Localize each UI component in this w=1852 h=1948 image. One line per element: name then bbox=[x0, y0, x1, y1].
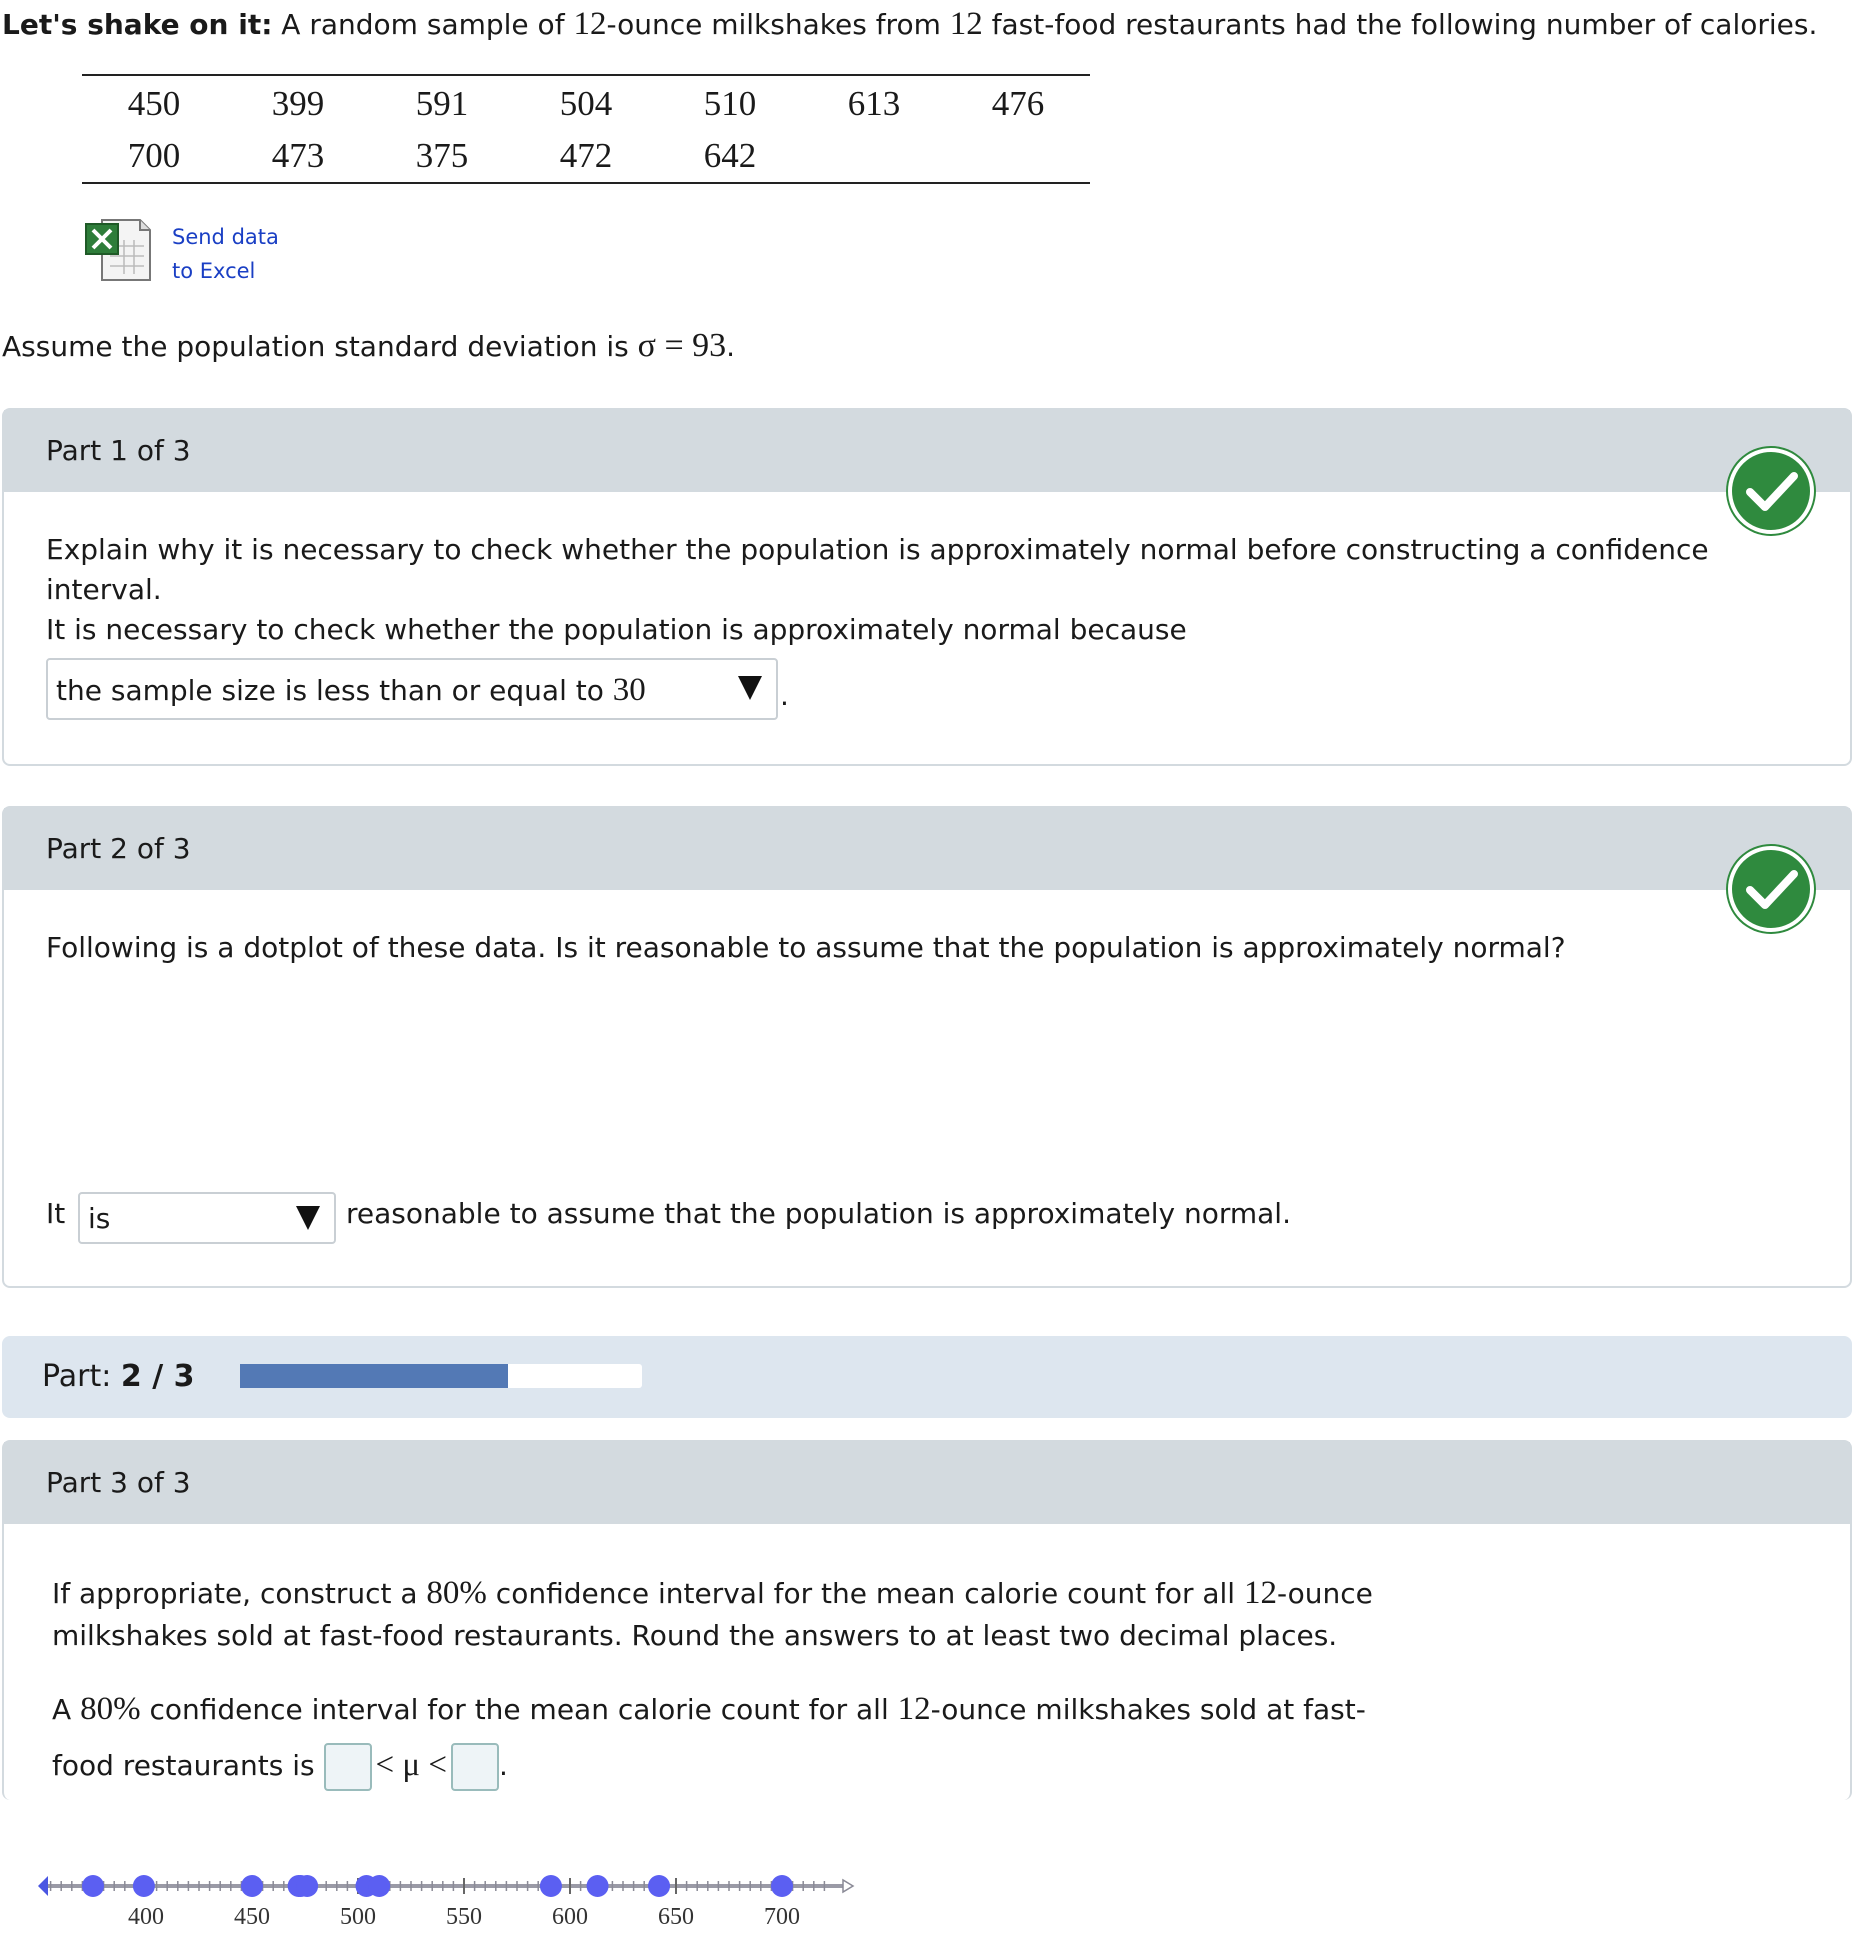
answer-text: food restaurants is bbox=[52, 1749, 324, 1782]
upper-bound-input[interactable] bbox=[451, 1743, 499, 1791]
progress-panel bbox=[2, 1336, 1852, 1418]
table-cell: 473 bbox=[271, 136, 325, 175]
axis-tick-label: 700 bbox=[764, 1904, 800, 1930]
progress-text: Part: bbox=[42, 1359, 121, 1394]
part-3-header: Part 3 of 3 bbox=[4, 1442, 1850, 1524]
data-point bbox=[133, 1875, 155, 1897]
data-point bbox=[587, 1875, 609, 1897]
problem-intro bbox=[2, 4, 1852, 45]
answer-number: 12 bbox=[897, 1691, 931, 1727]
data-point bbox=[540, 1875, 562, 1897]
table-cell: 504 bbox=[559, 84, 613, 123]
progress-track bbox=[240, 1364, 642, 1388]
data-point bbox=[296, 1875, 318, 1897]
intro-text: A random sample of bbox=[272, 8, 574, 41]
data-point bbox=[368, 1875, 390, 1897]
dropdown-text[interactable]: the sample size is less than or equal to bbox=[56, 674, 613, 707]
answer-text: -ounce milkshakes sold at fast- bbox=[930, 1693, 1366, 1726]
table-cell: 510 bbox=[703, 84, 757, 123]
answer-suffix: reasonable to assume that the population is approximately normal. bbox=[346, 1197, 1291, 1230]
part-2-question: Following is a dotplot of these data. Is it reasonable to assume that the population is approximately normal? bbox=[46, 931, 1566, 964]
dotplot bbox=[44, 1858, 1064, 1948]
dropdown-arrow-icon[interactable] bbox=[738, 676, 762, 700]
progress-fill bbox=[240, 1364, 508, 1388]
sigma-statement bbox=[2, 324, 735, 369]
question-text: confidence interval for the mean calorie count for all bbox=[486, 1577, 1244, 1610]
intro-text: fast-food restaurants had the following number of calories. bbox=[982, 8, 1818, 41]
answer-text: A bbox=[52, 1693, 81, 1726]
axis-tick-label: 400 bbox=[128, 1904, 164, 1930]
progress-value: 2 / 3 bbox=[120, 1359, 195, 1394]
part-1-reason-dropdown[interactable] bbox=[46, 658, 778, 720]
excel-label-line[interactable]: to Excel bbox=[172, 259, 256, 283]
confidence-level: 80% bbox=[80, 1691, 141, 1727]
lower-bound-input[interactable] bbox=[324, 1743, 372, 1791]
table-cell: 700 bbox=[127, 136, 181, 175]
part-2-normality-dropdown[interactable] bbox=[78, 1192, 336, 1244]
table-cell: 450 bbox=[127, 84, 181, 123]
question-line: Explain why it is necessary to check whether the population is approximately normal before constructing a confidence bbox=[46, 533, 1709, 566]
table-cell: 476 bbox=[991, 84, 1045, 123]
part-1-header: Part 1 of 3 bbox=[4, 410, 1850, 492]
progress-label bbox=[42, 1336, 194, 1418]
axis-tick-label: 500 bbox=[340, 1904, 376, 1930]
excel-label-line[interactable]: Send data bbox=[172, 225, 279, 249]
dropdown-arrow-icon[interactable] bbox=[296, 1206, 320, 1230]
question-text: -ounce bbox=[1277, 1577, 1373, 1610]
sigma-period: . bbox=[726, 330, 736, 363]
confidence-level: 80% bbox=[426, 1575, 487, 1611]
part-3-question bbox=[52, 1572, 1373, 1657]
table-cell: 375 bbox=[415, 136, 469, 175]
table-cell: 399 bbox=[271, 84, 325, 123]
data-point bbox=[648, 1875, 670, 1897]
table-cell: 591 bbox=[415, 84, 469, 123]
dropdown-number[interactable]: 30 bbox=[612, 672, 646, 708]
intro-number: 12 bbox=[573, 6, 607, 42]
correct-check-icon bbox=[1728, 846, 1814, 932]
question-line: milkshakes sold at fast-food restaurants. Round the answers to at least two decimal places. bbox=[52, 1619, 1338, 1652]
send-to-excel-link[interactable] bbox=[84, 214, 304, 294]
part-1-question bbox=[46, 530, 1709, 650]
intro-text: -ounce milkshakes from bbox=[606, 8, 950, 41]
axis-tick-label: 650 bbox=[658, 1904, 694, 1930]
axis-tick-label: 450 bbox=[234, 1904, 270, 1930]
sigma-formula: σ = 93 bbox=[637, 327, 727, 364]
axis-tick-label: 550 bbox=[446, 1904, 482, 1930]
part-3-answer bbox=[52, 1688, 1366, 1791]
dropdown-value[interactable] bbox=[56, 660, 646, 721]
table-row bbox=[82, 130, 802, 182]
send-to-excel-label[interactable] bbox=[172, 220, 302, 288]
data-point bbox=[82, 1875, 104, 1897]
answer-prefix: It bbox=[46, 1197, 66, 1230]
data-point bbox=[241, 1875, 263, 1897]
dropdown-value[interactable]: is bbox=[88, 1202, 111, 1235]
axis-right-arrow-icon bbox=[843, 1880, 853, 1892]
question-line: interval. bbox=[46, 573, 162, 606]
question-number: 12 bbox=[1244, 1575, 1277, 1611]
intro-number: 12 bbox=[949, 6, 983, 42]
part-3-panel bbox=[2, 1440, 1852, 1800]
axis-left-arrow-icon bbox=[38, 1876, 48, 1896]
answer-text: confidence interval for the mean calorie count for all bbox=[140, 1693, 898, 1726]
axis-tick-label: 600 bbox=[552, 1904, 588, 1930]
trailing-period: . bbox=[780, 679, 789, 712]
question-prompt: It is necessary to check whether the population is approximately normal because bbox=[46, 613, 1187, 646]
trailing-period: . bbox=[498, 1749, 508, 1782]
part-2-header: Part 2 of 3 bbox=[4, 808, 1850, 890]
mu-inequality: < μ < bbox=[375, 1747, 447, 1783]
data-table bbox=[82, 74, 1090, 184]
correct-check-icon bbox=[1728, 448, 1814, 534]
part-1-panel bbox=[2, 408, 1852, 766]
problem-title: Let's shake on it: bbox=[2, 8, 273, 41]
table-cell: 472 bbox=[559, 136, 613, 175]
table-cell: 613 bbox=[847, 84, 901, 123]
data-point bbox=[771, 1875, 793, 1897]
table-cell: 642 bbox=[703, 136, 757, 175]
sigma-text: Assume the population standard deviation is bbox=[2, 330, 638, 363]
question-text: If appropriate, construct a bbox=[52, 1577, 427, 1610]
table-row bbox=[82, 78, 1090, 130]
excel-file-icon[interactable] bbox=[84, 216, 152, 282]
